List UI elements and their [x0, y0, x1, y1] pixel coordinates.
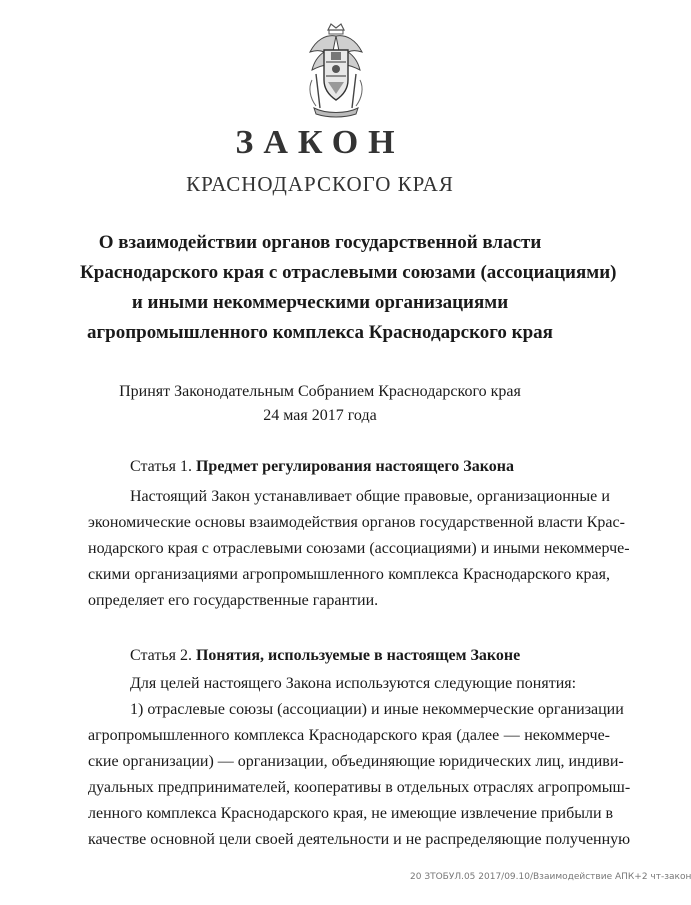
article-2-title — [130, 647, 520, 665]
heading-line: Краснодарского края с отраслевыми союзами (ассоциациями) — [80, 262, 617, 283]
coat-of-arms-emblem — [298, 22, 374, 118]
text-line: Для целей настоящего Закона используются следующие понятия: — [130, 675, 577, 692]
article-1-title — [130, 458, 514, 476]
article-1-text — [88, 484, 630, 614]
article-1-name: Предмет регулирования настоящего Закона — [195, 458, 514, 475]
adoption-body: Принят Законодательным Собранием Краснодарского края — [119, 383, 521, 400]
footer-file-reference: 20 ЗТОБУЛ.05 2017/09.10/Взаимодействие АПК+2 чт-закон — [410, 872, 691, 882]
text-line: Настоящий Закон устанавливает общие правовые, организационные и — [130, 488, 610, 505]
article-2-text — [88, 671, 631, 853]
text-line: экономические основы взаимодействия органов государственной власти Крас- — [88, 514, 625, 531]
text-line: качестве основной цели своей деятельности и не распределяющие полученную — [88, 831, 631, 848]
article-2-label: Статья 2. — [130, 647, 192, 664]
text-line: 1) отраслевые союзы (ассоциации) и иные некоммерческие организации — [130, 701, 624, 718]
document-subtitle: КРАСНОДАРСКОГО КРАЯ — [186, 172, 454, 196]
text-line: ленного комплекса Краснодарского края, не имеющие извлечение прибыли в — [88, 805, 614, 822]
law-heading — [80, 228, 617, 348]
text-line: определяет его государственные гарантии. — [88, 592, 379, 609]
heading-line: О взаимодействии органов государственной власти — [98, 232, 542, 253]
text-line: скими организациями агропромышленного комплекса Краснодарского края, — [88, 566, 610, 583]
article-2-name: Понятия, используемые в настоящем Законе — [195, 647, 521, 664]
text-line: ские организации) — организации, объединяющие юридических лиц, индиви- — [88, 753, 624, 770]
adoption-date: 24 мая 2017 года — [263, 407, 377, 424]
text-line: дуальных предпринимателей, кооперативы в отдельных отраслях агропромыш- — [88, 779, 631, 796]
document-title: ЗАКОН — [235, 124, 405, 161]
heading-line: агропромышленного комплекса Краснодарского края — [87, 322, 553, 343]
article-1-label: Статья 1. — [130, 458, 192, 475]
heading-line: и иными некоммерческими организациями — [131, 292, 509, 313]
text-line: нодарского края с отраслевыми союзами (ассоциациями) и иными некоммерче- — [88, 540, 630, 557]
adoption-note — [0, 380, 640, 428]
text-line: агропромышленного комплекса Краснодарского края (далее — некоммерче- — [88, 727, 610, 744]
